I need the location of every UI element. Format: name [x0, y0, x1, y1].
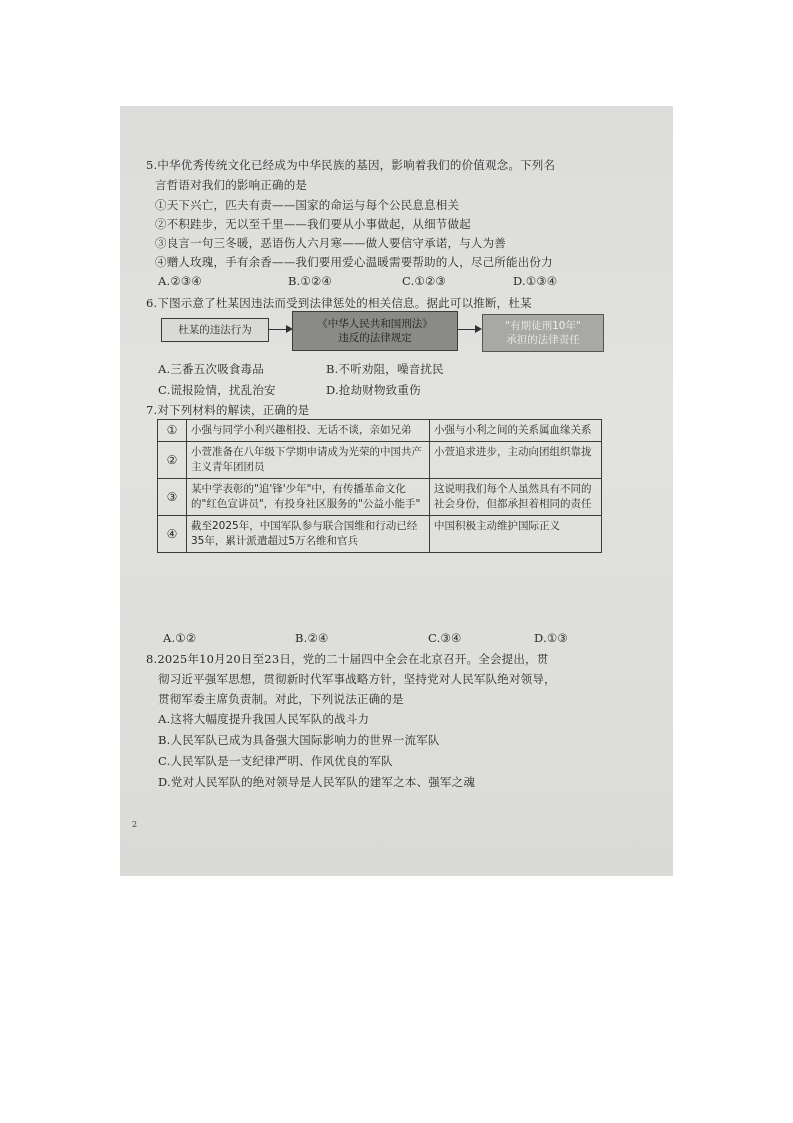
reading-cell: 中国积极主动维护国际正义 — [430, 516, 602, 553]
row-number: ④ — [158, 516, 187, 553]
q7-option-a: A.①② — [163, 631, 197, 645]
row-number: ③ — [158, 479, 187, 516]
q8-stem-line3: 贯彻军委主席负责制。对此，下列说法正确的是 — [158, 692, 404, 706]
q6-option-b: B.不听劝阻，噪音扰民 — [326, 362, 444, 376]
q7-stem: 7.对下列材料的解读，正确的是 — [146, 403, 310, 417]
flow-box-criminal-law-title: 《中华人民共和国刑法》 — [317, 318, 433, 330]
q6-option-a: A.三番五次吸食毒品 — [158, 362, 264, 376]
material-cell: 小萱准备在八年级下学期申请成为光荣的中国共产主义青年团团员 — [187, 442, 430, 479]
photographed-page — [120, 106, 673, 876]
q7-option-b: B.②④ — [295, 631, 329, 645]
q5-stem-line2: 言哲语对我们的影响正确的是 — [155, 178, 308, 192]
q8-stem-line2: 彻习近平强军思想，贯彻新时代军事战略方针，坚持党对人民军队绝对领导， — [158, 672, 556, 686]
q5-option-c: C.①②③ — [402, 274, 446, 288]
q5-item-3: ③良言一句三冬暖，恶语伤人六月寒——做人要信守承诺，与人为善 — [155, 236, 506, 250]
q5-option-d: D.①③④ — [513, 274, 558, 288]
flow-arrow-1 — [269, 329, 291, 330]
q7-material-table — [157, 419, 602, 553]
q8-option-d: D.党对人民军队的绝对领导是人民军队的建军之本、强军之魂 — [158, 775, 476, 789]
reading-cell: 小强与小利之间的关系属血缘关系 — [430, 420, 602, 442]
reading-cell: 这说明我们每个人虽然具有不同的社会身份，但都承担着相同的责任 — [430, 479, 602, 516]
q5-item-2: ②不积跬步，无以至千里——我们要从小事做起，从细节做起 — [155, 217, 471, 231]
table-row — [158, 516, 602, 553]
flow-box-illegal-act — [161, 318, 269, 342]
table-row — [158, 479, 602, 516]
material-cell: 某中学表彰的"追'锋'少年"中，有传播革命文化的"红色宣讲员"，有投身社区服务的"公益小能手" — [187, 479, 430, 516]
q7-option-d: D.①③ — [534, 631, 568, 645]
flow-box-legal-liability-caption: 承担的法律责任 — [506, 334, 580, 346]
reading-cell: 小萱追求进步，主动向团组织靠拢 — [430, 442, 602, 479]
q5-stem-line1: 5.中华优秀传统文化已经成为中华民族的基因，影响着我们的价值观念。下列名 — [146, 158, 556, 172]
flow-box-legal-liability — [482, 314, 604, 352]
q5-option-a: A.②③④ — [158, 274, 202, 288]
page-number: 2 — [132, 820, 138, 829]
material-cell: 截至2025年，中国军队参与联合国维和行动已经35年，累计派遣超过5万名维和官兵 — [187, 516, 430, 553]
material-cell: 小强与同学小利兴趣相投、无话不谈，亲如兄弟 — [187, 420, 430, 442]
q8-stem-line1: 8.2025年10月20日至23日，党的二十届四中全会在北京召开。全会提出，贯 — [146, 652, 549, 666]
q5-item-4: ④赠人玫瑰，手有余香——我们要用爱心温暖需要帮助的人，尽己所能出份力 — [155, 255, 553, 269]
q8-option-b: B.人民军队已成为具备强大国际影响力的世界一流军队 — [158, 733, 440, 747]
q6-stem: 6.下图示意了杜某因违法而受到法律惩处的相关信息。据此可以推断，杜某 — [146, 296, 532, 310]
flow-box-legal-liability-sentence: "有期徒刑10年" — [505, 320, 581, 332]
q7-option-c: C.③④ — [428, 631, 462, 645]
row-number: ① — [158, 420, 187, 442]
q8-option-c: C.人民军队是一支纪律严明、作风优良的军队 — [158, 754, 393, 768]
q5-option-b: B.①②④ — [288, 274, 333, 288]
q6-option-d: D.抢劫财物致重伤 — [326, 383, 421, 397]
q8-option-a: A.这将大幅度提升我国人民军队的战斗力 — [158, 712, 370, 726]
flow-box-illegal-act-label: 杜某的违法行为 — [178, 324, 252, 336]
row-number: ② — [158, 442, 187, 479]
exam-paper — [120, 106, 673, 876]
flow-arrow-2 — [458, 329, 480, 330]
table-row — [158, 442, 602, 479]
q6-option-c: C.谎报险情，扰乱治安 — [158, 383, 276, 397]
table-row — [158, 420, 602, 442]
flow-box-criminal-law — [292, 311, 458, 351]
q5-item-1: ①天下兴亡，匹夫有责——国家的命运与每个公民息息相关 — [155, 198, 460, 212]
flow-box-criminal-law-caption: 违反的法律规定 — [338, 332, 412, 344]
